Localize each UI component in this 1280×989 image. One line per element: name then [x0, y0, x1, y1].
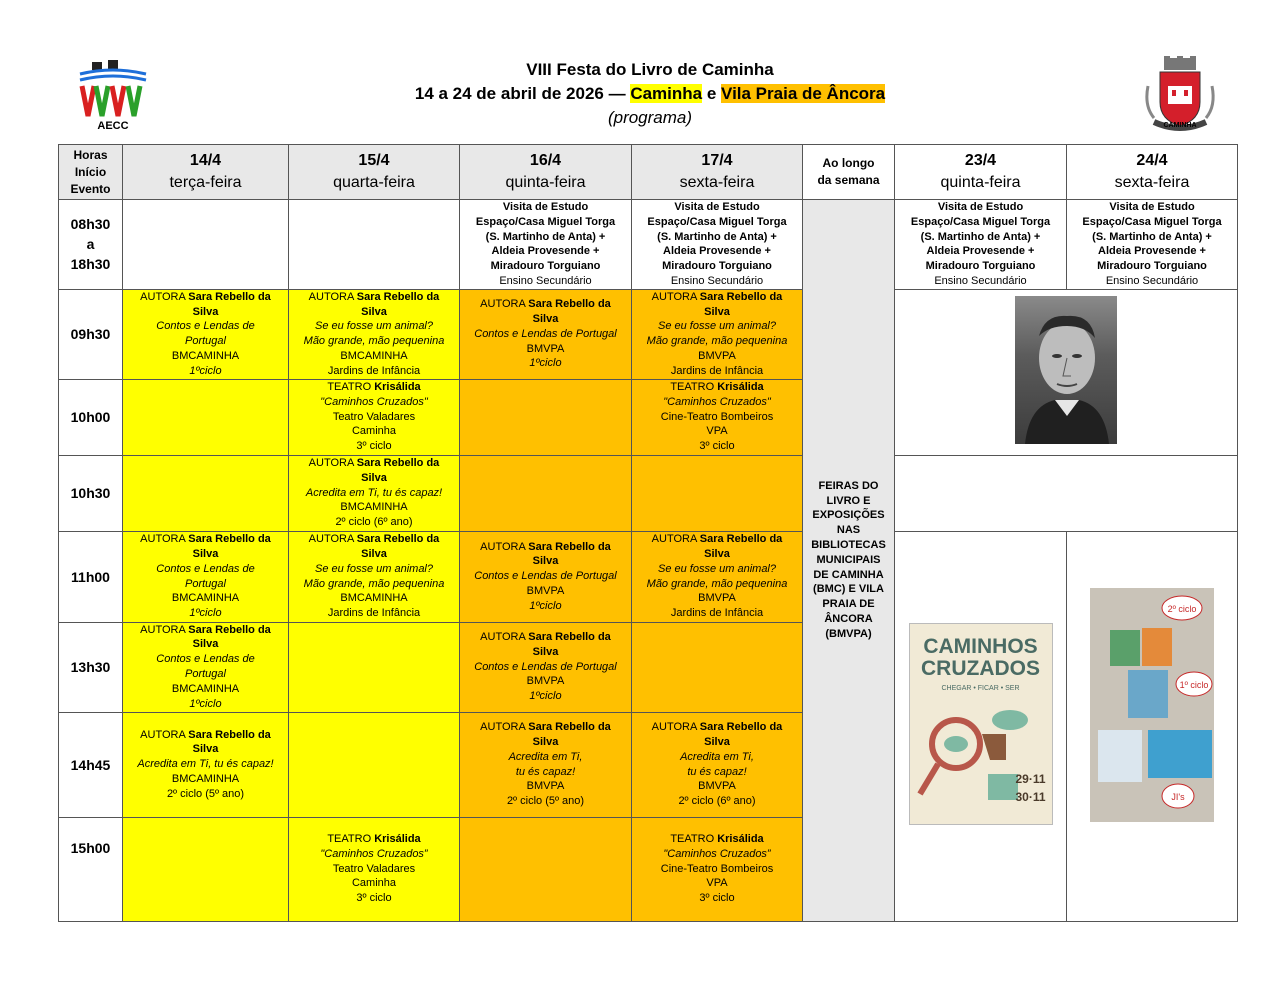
event-cell: AUTORA Sara Rebello da Silva Contos e Lendas de Portugal BMVPA 1ºciclo	[460, 531, 632, 622]
poster-tagline: CHEGAR • FICAR • SER	[941, 684, 1020, 692]
day-header-14-4: 14/4 terça-feira	[123, 145, 289, 200]
event-cell: AUTORA Sara Rebello da Silva Contos e Lendas de Portugal BMCAMINHA 1ºciclo	[123, 531, 289, 622]
books-photo	[1090, 588, 1214, 822]
books-label-1-ciclo: 1º ciclo	[1179, 679, 1209, 690]
time-1330: 13h30	[59, 622, 123, 712]
week-cell: FEIRAS DO LIVRO E EXPOSIÇÕES NAS BIBLIOTECAS MUNICIPAIS DE CAMINHA (BMC) E VILA PRAIA DE ÂNCORA (BMVPA)	[803, 200, 895, 922]
program-table	[58, 144, 1238, 922]
event-cell: AUTORA Sara Rebello da Silva Se eu fosse um animal? Mão grande, mão pequenina BMCAMINHA Jardins de Infância	[289, 531, 460, 622]
poster-title-1: CAMINHOS	[923, 634, 1038, 658]
event-cell: AUTORA Sara Rebello da Silva Contos e Lendas de Portugal BMCAMINHA 1ºciclo	[123, 622, 289, 712]
cell-empty	[123, 379, 289, 455]
cell-empty	[289, 200, 460, 290]
header-row	[59, 145, 1238, 200]
cell-empty	[123, 455, 289, 531]
books-label-ji: JI's	[1171, 791, 1185, 802]
cell-empty	[895, 455, 1238, 531]
place-caminha: Caminha	[630, 84, 703, 103]
page-subtitle	[300, 84, 1000, 104]
event-cell: AUTORA Sara Rebello da Silva Contos e Lendas de Portugal BMVPA 1ºciclo	[460, 289, 632, 379]
week-header: Ao longo da semana	[803, 145, 895, 200]
cell-empty	[632, 455, 803, 531]
hours-header: Horas Início Evento	[59, 145, 123, 200]
poster-cell	[895, 531, 1067, 921]
aecc-logo	[78, 60, 148, 134]
place-vila-praia-ancora: Vila Praia de Âncora	[721, 84, 886, 103]
event-cell: AUTORA Sara Rebello da Silva Se eu fosse um animal? Mão grande, mão pequenina BMVPA Jardins de Infância	[632, 531, 803, 622]
event-cell: AUTORA Sara Rebello da Silva Acredita em Ti, tu és capaz! BMVPA 2º ciclo (5º ano)	[460, 712, 632, 817]
day-header-15-4: 15/4 quarta-feira	[289, 145, 460, 200]
visit-cell-23-4: Visita de Estudo Espaço/Casa Miguel Torga (S. Martinho de Anta) + Aldeia Provesende + Miradouro Torguiano Ensino Secundário	[895, 200, 1067, 290]
event-cell: AUTORA Sara Rebello da Silva Se eu fosse um animal? Mão grande, mão pequenina BMCAMINHA Jardins de Infância	[289, 289, 460, 379]
event-cell: TEATRO Krisálida "Caminhos Cruzados" Teatro Valadares Caminha 3º ciclo	[289, 379, 460, 455]
miguel-torga-photo-cell	[895, 289, 1238, 455]
event-cell: AUTORA Sara Rebello da Silva Acredita em Ti, tu és capaz! BMVPA 2º ciclo (6º ano)	[632, 712, 803, 817]
aecc-logo-text: AECC	[97, 120, 129, 132]
cell-empty	[460, 455, 632, 531]
event-cell: AUTORA Sara Rebello da Silva Acredita em Ti, tu és capaz! BMCAMINHA 2º ciclo (5º ano)	[123, 712, 289, 817]
time-1100: 11h00	[59, 531, 123, 622]
visit-cell-16-4: Visita de Estudo Espaço/Casa Miguel Torga (S. Martinho de Anta) + Aldeia Provesende + Miradouro Torguiano Ensino Secundário	[460, 200, 632, 290]
time-1445: 14h45	[59, 712, 123, 817]
event-cell: AUTORA Sara Rebello da Silva Contos e Lendas de Portugal BMVPA 1ºciclo	[460, 622, 632, 712]
row-0830	[59, 200, 1238, 290]
cell-empty	[460, 817, 632, 921]
poster-title-2: CRUZADOS	[921, 656, 1040, 680]
cell-empty	[289, 622, 460, 712]
books-photo-cell	[1067, 531, 1238, 921]
books-label-2-ciclo: 2º ciclo	[1167, 603, 1197, 614]
date-range: 14 a 24 de abril de 2026 —	[414, 84, 631, 103]
caminhos-cruzados-poster	[909, 623, 1053, 825]
time-1030: 10h30	[59, 455, 123, 531]
time-1000: 10h00	[59, 379, 123, 455]
poster-date-2: 30·11	[1015, 789, 1046, 804]
poster-date-1: 29·11	[1015, 771, 1046, 786]
visit-cell-24-4: Visita de Estudo Espaço/Casa Miguel Torga (S. Martinho de Anta) + Aldeia Provesende + Miradouro Torguiano Ensino Secundário	[1067, 200, 1238, 290]
time-0830: 08h30 a 18h30	[59, 200, 123, 290]
day-header-17-4: 17/4 sexta-feira	[632, 145, 803, 200]
caminha-coat-of-arms	[1140, 56, 1220, 136]
cell-empty	[460, 379, 632, 455]
event-cell: TEATRO Krisálida "Caminhos Cruzados” Teatro Valadares Caminha 3º ciclo	[289, 817, 460, 921]
day-header-16-4: 16/4 quinta-feira	[460, 145, 632, 200]
title-connector: e	[702, 84, 722, 103]
miguel-torga-photo	[1015, 296, 1117, 444]
page-title: VIII Festa do Livro de Caminha	[526, 60, 774, 79]
time-1500: 15h00	[59, 817, 123, 921]
event-cell: TEATRO Krisálida "Caminhos Cruzados” Cine-Teatro Bombeiros VPA 3º ciclo	[632, 817, 803, 921]
time-0930: 09h30	[59, 289, 123, 379]
event-cell: AUTORA Sara Rebello da Silva Se eu fosse um animal? Mão grande, mão pequenina BMVPA Jardins de Infância	[632, 289, 803, 379]
event-cell: AUTORA Sara Rebello da Silva Acredita em Ti, tu és capaz! BMCAMINHA 2º ciclo (6º ano)	[289, 455, 460, 531]
cell-empty	[289, 712, 460, 817]
event-cell: AUTORA Sara Rebello da Silva Contos e Lendas de Portugal BMCAMINHA 1ºciclo	[123, 289, 289, 379]
row-0930	[59, 289, 1238, 379]
cell-empty	[123, 817, 289, 921]
day-header-23-4: 23/4 quinta-feira	[895, 145, 1067, 200]
page-caption: (programa)	[607, 108, 693, 127]
row-1100	[59, 531, 1238, 622]
row-1030	[59, 455, 1238, 531]
event-cell: TEATRO Krisálida "Caminhos Cruzados" Cine-Teatro Bombeiros VPA 3º ciclo	[632, 379, 803, 455]
caminha-logo-text: CAMINHA	[1163, 122, 1197, 129]
day-header-24-4: 24/4 sexta-feira	[1067, 145, 1238, 200]
cell-empty	[123, 200, 289, 290]
visit-cell-17-4: Visita de Estudo Espaço/Casa Miguel Torga (S. Martinho de Anta) + Aldeia Provesende + Miradouro Torguiano Ensino Secundário	[632, 200, 803, 290]
cell-empty	[632, 622, 803, 712]
